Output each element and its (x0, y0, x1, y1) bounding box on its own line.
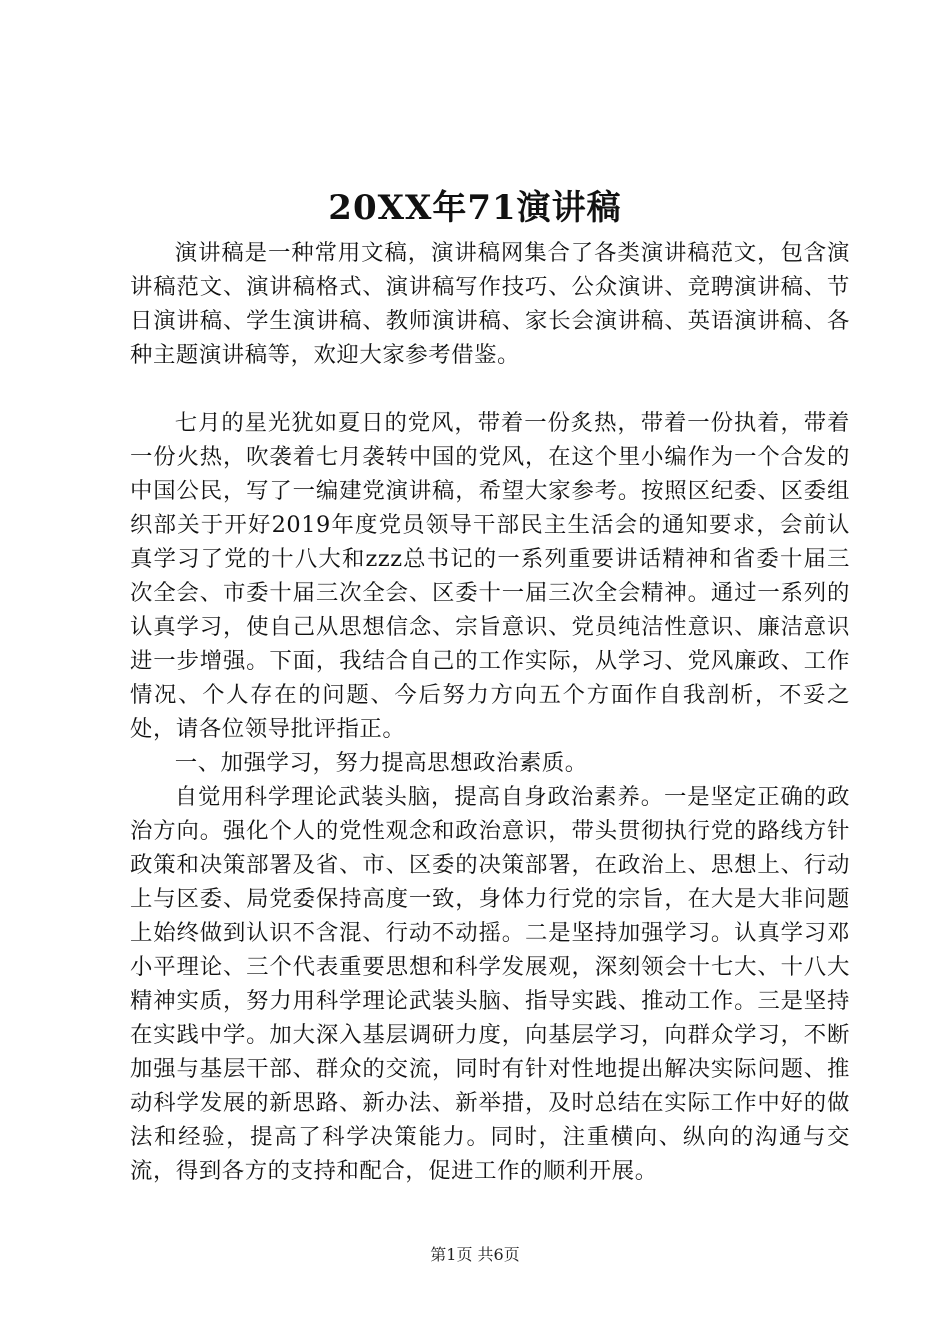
paragraph-spacer (130, 372, 850, 406)
intro-paragraph: 演讲稿是一种常用文稿，演讲稿网集合了各类演讲稿范文，包含演讲稿范文、演讲稿格式、演讲稿写作技巧、公众演讲、竞聘演讲稿、节日演讲稿、学生演讲稿、教师演讲稿、家长会演讲稿、英语演讲稿、各种主题演讲稿等，欢迎大家参考借鉴。 (130, 240, 850, 368)
page-number-footer: 第1页 共6页 (430, 1245, 520, 1264)
body-paragraph-1: 七月的星光犹如夏日的党风，带着一份炙热，带着一份执着，带着一份火热，吹袭着七月袭转中国的党风，在这个里小编作为一个合发的中国公民，写了一编建党演讲稿，希望大家参考。按照区纪委、区委组织部关于开好2019年度党员领导干部民主生活会的通知要求，会前认真学习了党的十八大和zzz总书记的一系列重要讲话精神和省委十届三次全会、市委十届三次全会、区委十一届三次全会精神。通过一系列的认真学习，使自己从思想信念、宗旨意识、党员纯洁性意识、廉洁意识进一步增强。下面，我结合自己的工作实际，从学习、党风廉政、工作情况、个人存在的问题、今后努力方向五个方面作自我剖析，不妥之处，请各位领导批评指正。 (130, 410, 850, 742)
section-heading: 一、加强学习，努力提高思想政治素质。 (174, 750, 588, 776)
document-body (130, 236, 850, 1188)
document-title: 20XX年71演讲稿 (328, 188, 622, 228)
body-paragraph-2: 自觉用科学理论武装头脑，提高自身政治素养。一是坚定正确的政治方向。强化个人的党性观念和政治意识，带头贯彻执行党的路线方针政策和决策部署及省、市、区委的决策部署，在政治上、思想上、行动上与区委、局党委保持高度一致，身体力行党的宗旨，在大是大非问题上始终做到认识不含混、行动不动摇。二是坚持加强学习。认真学习邓小平理论、三个代表重要思想和科学发展观，深刻领会十七大、十八大精神实质，努力用科学理论武装头脑、指导实践、推动工作。三是坚持在实践中学。加大深入基层调研力度，向基层学习，向群众学习，不断加强与基层干部、群众的交流，同时有针对性地提出解决实际问题、推动科学发展的新思路、新办法、新举措，及时总结在实际工作中好的做法和经验，提高了科学决策能力。同时，注重横向、纵向的沟通与交流，得到各方的支持和配合，促进工作的顺利开展。 (130, 784, 850, 1184)
